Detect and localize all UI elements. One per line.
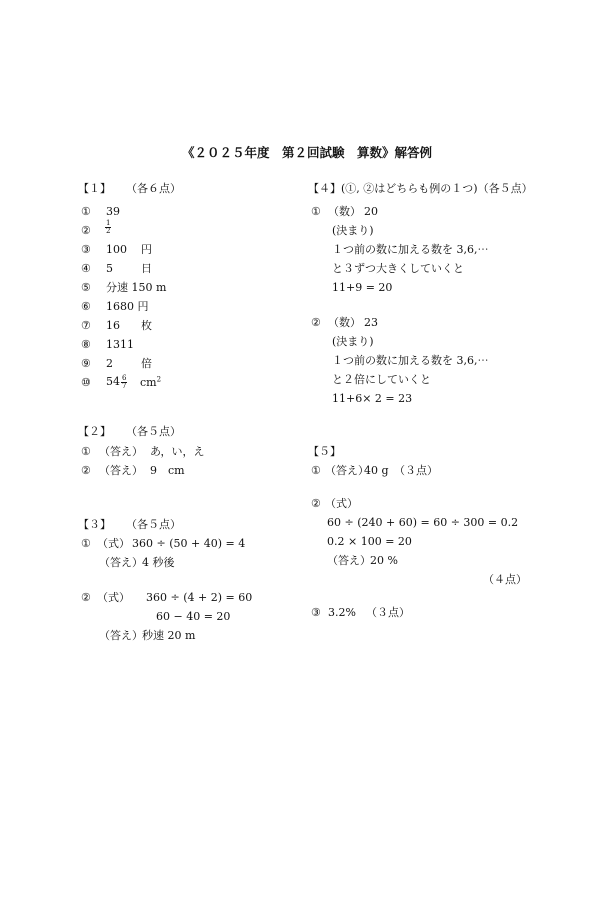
s3-formula-label-2: （式）: [97, 591, 130, 604]
section-2-heading: 【２】: [78, 425, 111, 438]
s5-mark-1: ①: [311, 464, 321, 477]
page-title: 《２０２５年度 第２回試験 算数》解答例: [182, 145, 433, 160]
s2-mark-1: ①: [81, 445, 91, 458]
unit-text: cm: [140, 376, 157, 389]
s1-answer-10: [106, 371, 128, 393]
s4-num-1: 20: [364, 205, 378, 218]
unit-exponent: 2: [156, 375, 162, 384]
s2-label-1: （答え）: [99, 445, 143, 458]
s1-mark-2: ②: [81, 224, 91, 237]
s4-num-2: 23: [364, 316, 378, 329]
s5-answer-label-1: （答え）: [325, 464, 369, 477]
mixed-number-whole: 54: [106, 375, 120, 388]
s1-unit-3: 円: [141, 243, 152, 256]
s3-formula-1: 360 ÷ (50 + 40) = 4: [132, 537, 246, 550]
s3-answer-2: 秒速 20 m: [142, 629, 196, 642]
s3-mark-1: ①: [81, 537, 91, 550]
s2-answer-1: あ，い，え: [150, 445, 205, 458]
s4-rule-2-line-3: 11+6× 2 = 23: [332, 392, 413, 405]
s1-answer-2-fraction: [104, 220, 112, 235]
s1-unit-7: 枚: [141, 319, 152, 332]
s1-mark-8: ⑧: [81, 338, 91, 351]
s3-formula-2a: 360 ÷ (4 + 2) = 60: [146, 591, 253, 604]
s4-rule-2-line-2: と２倍にしていくと: [332, 373, 431, 386]
s2-mark-2: ②: [81, 464, 91, 477]
s4-rule-1-line-1: １つ前の数に加える数を 3,6,⋯: [332, 243, 489, 256]
s1-answer-4: 5: [106, 262, 113, 275]
fraction-numerator: 1: [106, 219, 111, 227]
s4-rule-label-2: (決まり): [332, 335, 374, 348]
section-1-points: （各６点）: [126, 182, 181, 195]
s5-answer-1: 40 g: [364, 464, 389, 477]
s3-answer-1: 4 秒後: [142, 556, 175, 569]
s1-answer-7: 16: [106, 319, 120, 332]
s4-mark-1: ①: [311, 205, 321, 218]
section-2-points: （各５点）: [126, 425, 181, 438]
s5-points-1: （３点）: [394, 464, 438, 477]
s1-answer-3: 100: [106, 243, 127, 256]
s1-mark-3: ③: [81, 243, 91, 256]
s1-answer-1: 39: [106, 205, 120, 218]
s5-formula-2b: 0.2 × 100 = 20: [327, 535, 412, 548]
s5-answer-3: 3.2%: [328, 606, 356, 619]
s3-formula-label-1: （式）: [97, 537, 130, 550]
s1-mark-9: ⑨: [81, 357, 91, 370]
s5-points-3: （３点）: [366, 606, 410, 619]
s4-rule-1-line-2: と３ずつ大きくしていくと: [332, 262, 464, 275]
s5-mark-3: ③: [311, 606, 321, 619]
s1-answer-6: 1680 円: [106, 300, 149, 313]
s4-rule-label-1: (決まり): [332, 224, 374, 237]
s2-answer-2: 9 cm: [150, 464, 185, 477]
s5-answer-2: 20 %: [370, 554, 398, 567]
section-4-heading: 【４】(①, ②はどちらも例の１つ)（各５点）: [308, 182, 533, 195]
section-3-heading: 【３】: [78, 518, 111, 531]
fraction-denominator: 2: [106, 227, 111, 235]
s1-mark-6: ⑥: [81, 300, 91, 313]
s3-mark-2: ②: [81, 591, 91, 604]
s1-mark-4: ④: [81, 262, 91, 275]
s5-answer-label-2: （答え）: [327, 554, 371, 567]
section-1-heading: 【１】: [78, 182, 111, 195]
s1-answer-8: 1311: [106, 338, 134, 351]
s4-mark-2: ②: [311, 316, 321, 329]
fraction-numerator: 6: [122, 373, 127, 382]
s1-unit-10: [140, 376, 161, 390]
s4-num-label-1: （数）: [328, 205, 361, 218]
s5-mark-2: ②: [311, 497, 321, 510]
s4-rule-2-line-1: １つ前の数に加える数を 3,6,⋯: [332, 354, 489, 367]
section-3-points: （各５点）: [126, 518, 181, 531]
s3-answer-label-2: （答え）: [99, 629, 143, 642]
s1-mark-1: ①: [81, 205, 91, 218]
s5-formula-label-2: （式）: [325, 497, 358, 510]
s1-unit-9: 倍: [141, 357, 152, 370]
s1-mark-7: ⑦: [81, 319, 91, 332]
section-5-heading: 【５】: [308, 445, 341, 458]
s1-mark-5: ⑤: [81, 281, 91, 294]
s4-num-label-2: （数）: [328, 316, 361, 329]
s1-answer-5: 分速 150 m: [106, 281, 167, 294]
s5-points-2: （４点）: [483, 573, 527, 586]
s1-mark-10: ⑩: [81, 376, 91, 389]
s3-formula-2b: 60 − 40 = 20: [156, 610, 231, 623]
s2-label-2: （答え）: [99, 464, 143, 477]
s1-answer-9: 2: [106, 357, 113, 370]
s5-formula-2a: 60 ÷ (240 + 60) = 60 ÷ 300 = 0.2: [327, 516, 519, 529]
s4-rule-1-line-3: 11+9 = 20: [332, 281, 393, 294]
fraction-denominator: 7: [122, 381, 127, 390]
s1-unit-4: 日: [141, 262, 152, 275]
s3-answer-label-1: （答え）: [99, 556, 143, 569]
